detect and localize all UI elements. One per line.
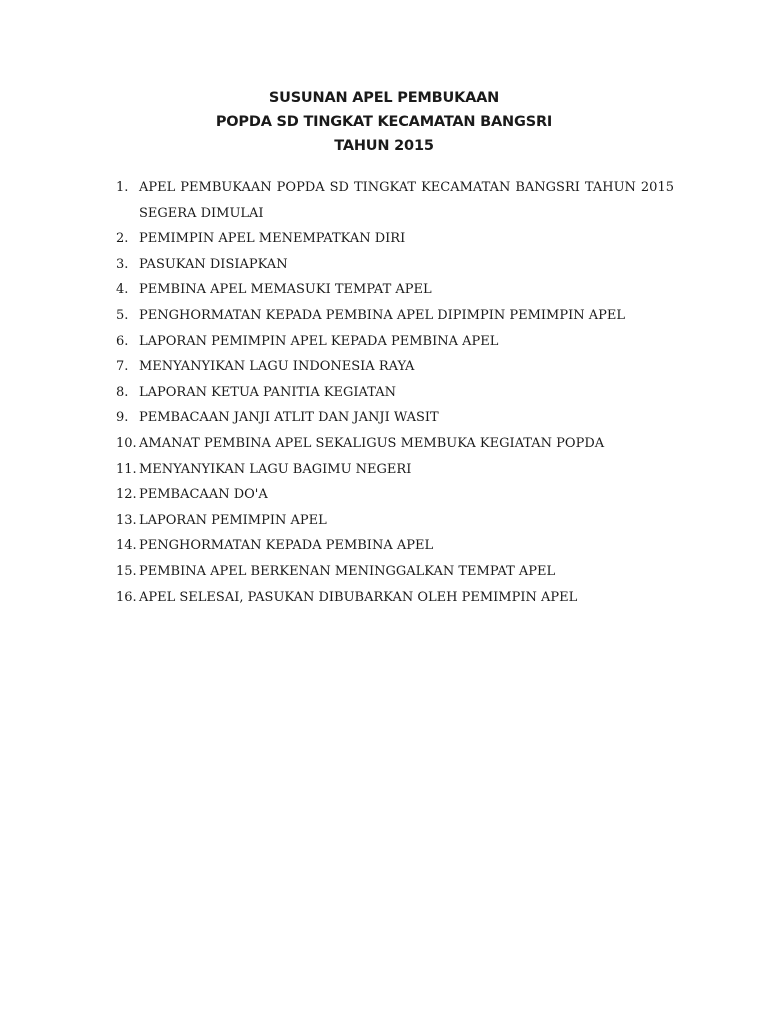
item-text: PENGHORMATAN KEPADA PEMBINA APEL [139, 538, 434, 554]
list-item [116, 431, 674, 457]
title-line-2: POPDA SD TINGKAT KECAMATAN BANGSRI [215, 114, 553, 130]
item-number: 11. [116, 461, 137, 477]
list-item [116, 303, 674, 329]
item-number: 5. [116, 307, 129, 323]
item-text: MENYANYIKAN LAGU BAGIMU NEGERI [139, 461, 412, 477]
item-text: PEMIMPIN APEL MENEMPATKAN DIRI [139, 231, 406, 247]
list-item [116, 457, 674, 483]
document-title [0, 86, 768, 158]
list-item [116, 354, 674, 380]
item-number: 7. [116, 359, 129, 375]
item-number: 9. [116, 410, 129, 426]
item-number: 1. [116, 180, 129, 195]
item-number: 8. [116, 384, 129, 400]
list-item [116, 329, 674, 355]
item-number: 6. [116, 333, 129, 349]
item-text: APEL SELESAI, PASUKAN DIBUBARKAN OLEH PEMIMPIN APEL [139, 589, 578, 605]
item-text: PEMBACAAN JANJI ATLIT DAN JANJI WASIT [139, 410, 439, 426]
list-item [116, 482, 674, 508]
item-number: 13. [116, 512, 137, 528]
item-text: LAPORAN PEMIMPIN APEL KEPADA PEMBINA APEL [139, 333, 499, 349]
list-item [116, 175, 674, 226]
item-text: MENYANYIKAN LAGU INDONESIA RAYA [139, 359, 415, 375]
list-item [116, 533, 674, 559]
agenda-list [116, 175, 674, 610]
item-text: PEMBINA APEL BERKENAN MENINGGALKAN TEMPAT APEL [139, 563, 556, 579]
item-number: 3. [116, 256, 129, 272]
item-number: 16. [116, 589, 137, 605]
item-number: 10. [116, 435, 137, 451]
item-text: PENGHORMATAN KEPADA PEMBINA APEL DIPIMPIN PEMIMPIN APEL [139, 307, 626, 323]
list-item [116, 508, 674, 534]
title-line-3: TAHUN 2015 [334, 138, 434, 154]
title-line-1: SUSUNAN APEL PEMBUKAAN [268, 90, 500, 106]
item-number: 2. [116, 231, 129, 247]
list-item [116, 405, 674, 431]
item-text: PEMBACAAN DO'A [139, 487, 268, 503]
item-text: PASUKAN DISIAPKAN [139, 256, 288, 272]
item-text: LAPORAN PEMIMPIN APEL [139, 512, 327, 528]
item-text: PEMBINA APEL MEMASUKI TEMPAT APEL [139, 282, 432, 298]
item-number: 12. [116, 487, 137, 503]
item-number: 4. [116, 282, 129, 298]
list-item [116, 585, 674, 611]
list-item [116, 277, 674, 303]
list-item [116, 252, 674, 278]
list-item [116, 559, 674, 585]
item-text: AMANAT PEMBINA APEL SEKALIGUS MEMBUKA KEGIATAN POPDA [139, 435, 605, 451]
item-text: LAPORAN KETUA PANITIA KEGIATAN [139, 384, 396, 400]
item-number: 15. [116, 563, 137, 579]
item-text: APEL PEMBUKAAN POPDA SD TINGKAT KECAMATAN BANGSRI TAHUN 2015 SEGERA DIMULAI [139, 180, 674, 221]
list-item [116, 226, 674, 252]
item-number: 14. [116, 538, 137, 554]
list-item [116, 380, 674, 406]
